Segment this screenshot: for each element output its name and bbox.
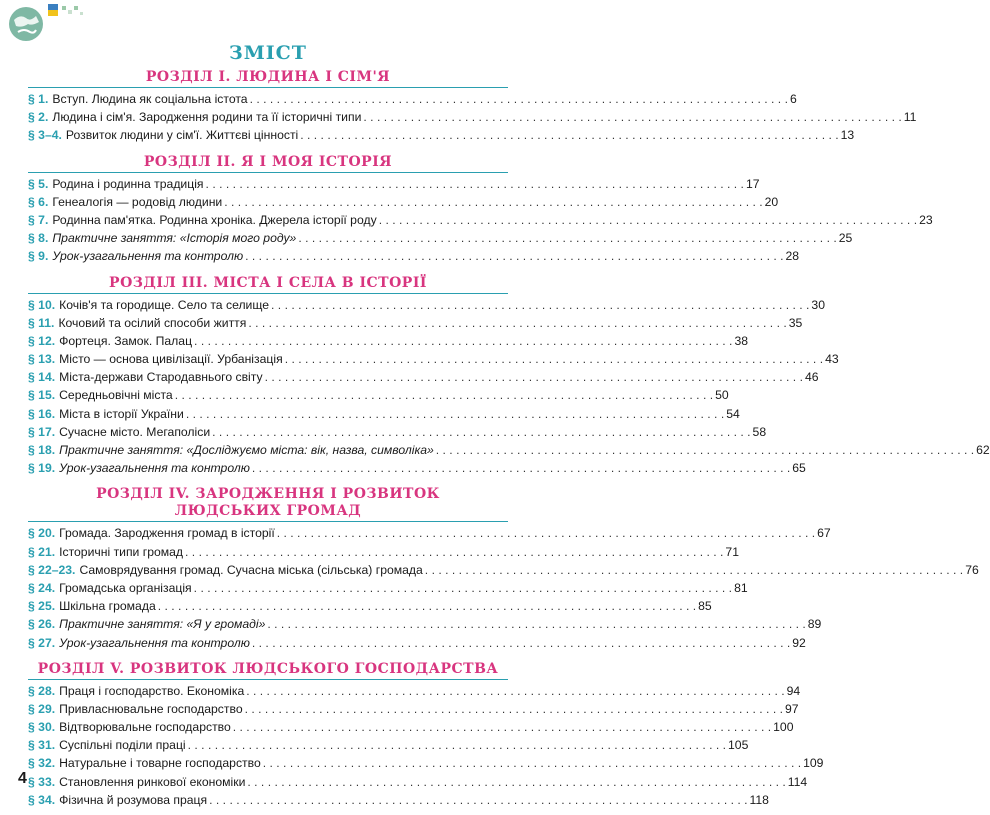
paragraph-number: § 19. bbox=[28, 461, 56, 476]
page-ref: 35 bbox=[788, 315, 803, 330]
paragraph-number: § 3–4. bbox=[28, 128, 62, 143]
section-title-line: РОЗДІЛ III. МІСТА І СЕЛА В ІСТОРІЇ bbox=[109, 274, 427, 291]
section-title bbox=[28, 151, 508, 172]
section-title-line: РОЗДІЛ V. РОЗВИТОК ЛЮДСЬКОГО ГОСПОДАРСТВА bbox=[37, 660, 499, 677]
toc-entry[interactable] bbox=[28, 773, 808, 791]
toc-section bbox=[28, 272, 990, 478]
page-ref: 109 bbox=[803, 756, 824, 771]
page-ref: 114 bbox=[787, 774, 808, 789]
paragraph-number: § 1. bbox=[28, 92, 49, 106]
paragraph-number: § 25. bbox=[28, 599, 56, 614]
entry-title: Кочовий та осілий способи життя bbox=[58, 315, 247, 330]
paragraph-number: § 7. bbox=[28, 212, 49, 227]
dot-leader bbox=[252, 459, 790, 477]
paragraph-number: § 11. bbox=[28, 315, 55, 330]
toc-section bbox=[28, 483, 979, 651]
paragraph-number: § 12. bbox=[28, 333, 56, 348]
page-ref: 89 bbox=[807, 617, 822, 632]
toc-entry[interactable] bbox=[28, 386, 729, 404]
toc-entry[interactable] bbox=[28, 754, 824, 772]
toc-title: ЗМІСТ bbox=[229, 42, 307, 64]
page-ref: 23 bbox=[919, 212, 933, 227]
paragraph-number: § 17. bbox=[28, 424, 56, 439]
dot-leader bbox=[209, 791, 747, 809]
paragraph-number: § 24. bbox=[28, 580, 56, 595]
paragraph-number: § 30. bbox=[28, 720, 56, 735]
entry-title: Урок-узагальнення та контролю bbox=[52, 249, 244, 264]
page-ref: 85 bbox=[698, 599, 712, 614]
toc-entry[interactable] bbox=[28, 175, 760, 193]
entry-title: Привласнювальне господарство bbox=[59, 701, 243, 716]
paragraph-number: § 2. bbox=[28, 110, 49, 125]
entry-title: Урок-узагальнення та контролю bbox=[59, 461, 250, 476]
globe-logo-icon bbox=[6, 4, 46, 44]
toc-entry[interactable] bbox=[28, 314, 803, 332]
section-title bbox=[28, 658, 508, 679]
paragraph-number: § 18. bbox=[28, 443, 56, 457]
dot-leader bbox=[265, 368, 803, 386]
page-ref: 65 bbox=[792, 461, 806, 476]
toc-entry[interactable] bbox=[28, 579, 748, 597]
paragraph-number: § 31. bbox=[28, 738, 56, 753]
entry-title: Суспільні поділи праці bbox=[59, 738, 186, 753]
page-ref: 6 bbox=[789, 92, 797, 106]
section-title-line: РОЗДІЛ I. ЛЮДИНА І СІМ'Я bbox=[145, 69, 391, 85]
entry-title: Родинна пам'ятка. Родинна хроніка. Джерела історії роду bbox=[52, 212, 377, 227]
page-ref: 25 bbox=[838, 231, 853, 246]
page-ref: 100 bbox=[773, 720, 794, 735]
entry-title: Середньовічні міста bbox=[59, 388, 173, 403]
page-ref: 71 bbox=[725, 544, 739, 559]
toc-entry[interactable] bbox=[28, 561, 979, 579]
dot-leader bbox=[245, 247, 783, 265]
page-ref: 67 bbox=[817, 526, 831, 541]
toc-entry[interactable] bbox=[28, 718, 794, 736]
section-title bbox=[28, 66, 508, 87]
entry-title: Людина і сім'я. Зародження родини та її історичні типи bbox=[52, 110, 362, 125]
paragraph-number: § 32. bbox=[28, 756, 56, 771]
decorative-dots-icon bbox=[48, 4, 104, 20]
entry-title: Генеалогія — родовід людини bbox=[52, 194, 223, 209]
entry-title: Практичне заняття: «Я у громаді» bbox=[59, 617, 266, 632]
paragraph-number: § 33. bbox=[28, 774, 56, 789]
page-ref: 81 bbox=[734, 580, 748, 595]
toc-entry[interactable] bbox=[28, 90, 797, 108]
dot-leader bbox=[250, 90, 788, 108]
dot-leader bbox=[298, 229, 836, 247]
dot-leader bbox=[425, 561, 963, 579]
entry-title: Сучасне місто. Мегаполіси bbox=[59, 424, 211, 439]
toc-entry[interactable] bbox=[28, 441, 990, 459]
toc-entries bbox=[28, 87, 917, 145]
page-ref: 50 bbox=[715, 388, 729, 403]
entry-title: Місто — основа цивілізації. Урбанізація bbox=[59, 352, 283, 367]
dot-leader bbox=[285, 350, 823, 368]
toc-entry[interactable] bbox=[28, 211, 933, 229]
dot-leader bbox=[188, 736, 726, 754]
page-ref: 105 bbox=[728, 738, 749, 753]
page-ref: 20 bbox=[764, 194, 779, 209]
page-ref: 46 bbox=[804, 370, 819, 385]
page-ref: 28 bbox=[785, 249, 800, 264]
section-title bbox=[28, 483, 508, 521]
toc-entry[interactable] bbox=[28, 615, 822, 633]
dot-leader bbox=[247, 773, 785, 791]
dot-leader bbox=[194, 332, 732, 350]
toc-entry[interactable] bbox=[28, 597, 712, 615]
page-ref: 30 bbox=[811, 297, 825, 312]
toc-entry[interactable] bbox=[28, 296, 825, 314]
page-ref: 54 bbox=[726, 406, 740, 421]
paragraph-number: § 16. bbox=[28, 406, 56, 421]
paragraph-number: § 27. bbox=[28, 635, 56, 650]
page-ref: 38 bbox=[734, 333, 748, 348]
paragraph-number: § 8. bbox=[28, 231, 49, 246]
toc-entry[interactable] bbox=[28, 126, 855, 144]
toc-entries bbox=[28, 521, 979, 651]
entry-title: Практичне заняття: «Історія мого роду» bbox=[52, 231, 297, 246]
toc-entry[interactable] bbox=[28, 193, 779, 211]
entry-title: Вступ. Людина як соціальна істота bbox=[52, 92, 248, 106]
entry-title: Становлення ринкової економіки bbox=[59, 774, 246, 789]
dot-leader bbox=[186, 405, 724, 423]
dot-leader bbox=[363, 108, 901, 126]
dot-leader bbox=[212, 423, 750, 441]
page-ref: 97 bbox=[784, 701, 799, 716]
paragraph-number: § 22–23. bbox=[28, 562, 76, 577]
dot-leader bbox=[252, 634, 790, 652]
page-ref: 17 bbox=[745, 176, 760, 191]
dot-leader bbox=[379, 211, 917, 229]
dot-leader bbox=[194, 579, 732, 597]
page-ref: 92 bbox=[792, 635, 806, 650]
page-ref: 118 bbox=[749, 792, 769, 807]
entry-title: Громада. Зародження громад в історії bbox=[59, 526, 275, 541]
dot-leader bbox=[277, 524, 815, 542]
dot-leader bbox=[245, 700, 783, 718]
paragraph-number: § 15. bbox=[28, 388, 56, 403]
paragraph-number: § 29. bbox=[28, 701, 56, 716]
toc-entry[interactable] bbox=[28, 368, 819, 386]
entry-title: Праця і господарство. Економіка bbox=[59, 683, 245, 698]
page-number: 4 bbox=[18, 770, 27, 787]
toc-entry[interactable] bbox=[28, 247, 800, 265]
toc-section bbox=[28, 658, 824, 809]
paragraph-number: § 26. bbox=[28, 617, 56, 632]
toc-entries bbox=[28, 679, 824, 809]
page-ref: 58 bbox=[752, 424, 767, 439]
entry-title: Фортеця. Замок. Палац bbox=[59, 333, 193, 348]
dot-leader bbox=[267, 615, 805, 633]
dot-leader bbox=[206, 175, 744, 193]
entry-title: Міста-держави Стародавнього світу bbox=[59, 370, 263, 385]
toc-entry[interactable] bbox=[28, 634, 806, 652]
entry-title: Історичні типи громад bbox=[59, 544, 184, 559]
table-of-contents bbox=[28, 40, 990, 815]
entry-title: Громадська організація bbox=[59, 580, 192, 595]
paragraph-number: § 21. bbox=[28, 544, 56, 559]
toc-entry[interactable] bbox=[28, 108, 917, 126]
section-title bbox=[28, 272, 508, 293]
toc-section bbox=[28, 151, 933, 266]
entry-title: Шкільна громада bbox=[59, 599, 156, 614]
dot-leader bbox=[224, 193, 762, 211]
toc-entry[interactable] bbox=[28, 700, 799, 718]
entry-title: Натуральне і товарне господарство bbox=[59, 756, 261, 771]
dot-leader bbox=[185, 543, 723, 561]
toc-entry[interactable] bbox=[28, 682, 801, 700]
entry-title: Практичне заняття: «Досліджуємо міста: вік, назва, символіка» bbox=[59, 443, 434, 457]
page-ref: 76 bbox=[965, 562, 979, 577]
paragraph-number: § 10. bbox=[28, 297, 56, 312]
dot-leader bbox=[175, 386, 713, 404]
page-ref: 62 bbox=[976, 443, 990, 457]
entry-title: Родина і родинна традиція bbox=[52, 176, 204, 191]
entry-title: Фізична й розумова праця bbox=[59, 792, 208, 807]
dot-leader bbox=[248, 314, 786, 332]
paragraph-number: § 28. bbox=[28, 683, 56, 698]
toc-entry[interactable] bbox=[28, 791, 769, 809]
dot-leader bbox=[436, 441, 974, 459]
toc-entry[interactable] bbox=[28, 543, 739, 561]
paragraph-number: § 9. bbox=[28, 249, 49, 264]
dot-leader bbox=[246, 682, 784, 700]
page-ref: 43 bbox=[825, 352, 839, 367]
toc-entry[interactable] bbox=[28, 736, 749, 754]
toc-entry[interactable] bbox=[28, 332, 748, 350]
toc-entry[interactable] bbox=[28, 423, 767, 441]
paragraph-number: § 20. bbox=[28, 526, 56, 541]
section-title-line: РОЗДІЛ II. Я І МОЯ ІСТОРІЯ bbox=[143, 153, 393, 170]
toc-entry[interactable] bbox=[28, 524, 831, 542]
page-ref: 13 bbox=[840, 128, 855, 143]
toc-entry[interactable] bbox=[28, 229, 853, 247]
paragraph-number: § 6. bbox=[28, 194, 49, 209]
dot-leader bbox=[263, 754, 801, 772]
entry-title: Відтворювальне господарство bbox=[59, 720, 231, 735]
dot-leader bbox=[158, 597, 696, 615]
section-title-line: ЛЮДСЬКИХ ГРОМАД bbox=[174, 503, 362, 520]
dot-leader bbox=[233, 718, 771, 736]
toc-entries bbox=[28, 293, 990, 478]
paragraph-number: § 13. bbox=[28, 352, 56, 367]
toc-section bbox=[28, 66, 917, 145]
dot-leader bbox=[300, 126, 838, 144]
toc-entries bbox=[28, 172, 933, 266]
page-ref: 11 bbox=[903, 110, 917, 125]
page-ref: 94 bbox=[786, 683, 801, 698]
paragraph-number: § 5. bbox=[28, 176, 49, 191]
toc-entry[interactable] bbox=[28, 459, 806, 477]
entry-title: Самоврядування громад. Сучасна міська (сільська) громада bbox=[79, 562, 423, 577]
entry-title: Урок-узагальнення та контролю bbox=[59, 635, 250, 650]
entry-title: Кочів'я та городище. Село та селище bbox=[59, 297, 270, 312]
entry-title: Розвиток людини у сім'ї. Життєві цінності bbox=[65, 128, 299, 143]
paragraph-number: § 34. bbox=[28, 792, 56, 807]
section-title-line: РОЗДІЛ IV. ЗАРОДЖЕННЯ І РОЗВИТОК bbox=[96, 486, 440, 503]
toc-entry[interactable] bbox=[28, 405, 740, 423]
paragraph-number: § 14. bbox=[28, 370, 56, 385]
toc-entry[interactable] bbox=[28, 350, 839, 368]
dot-leader bbox=[271, 296, 809, 314]
entry-title: Міста в історії України bbox=[59, 406, 184, 421]
